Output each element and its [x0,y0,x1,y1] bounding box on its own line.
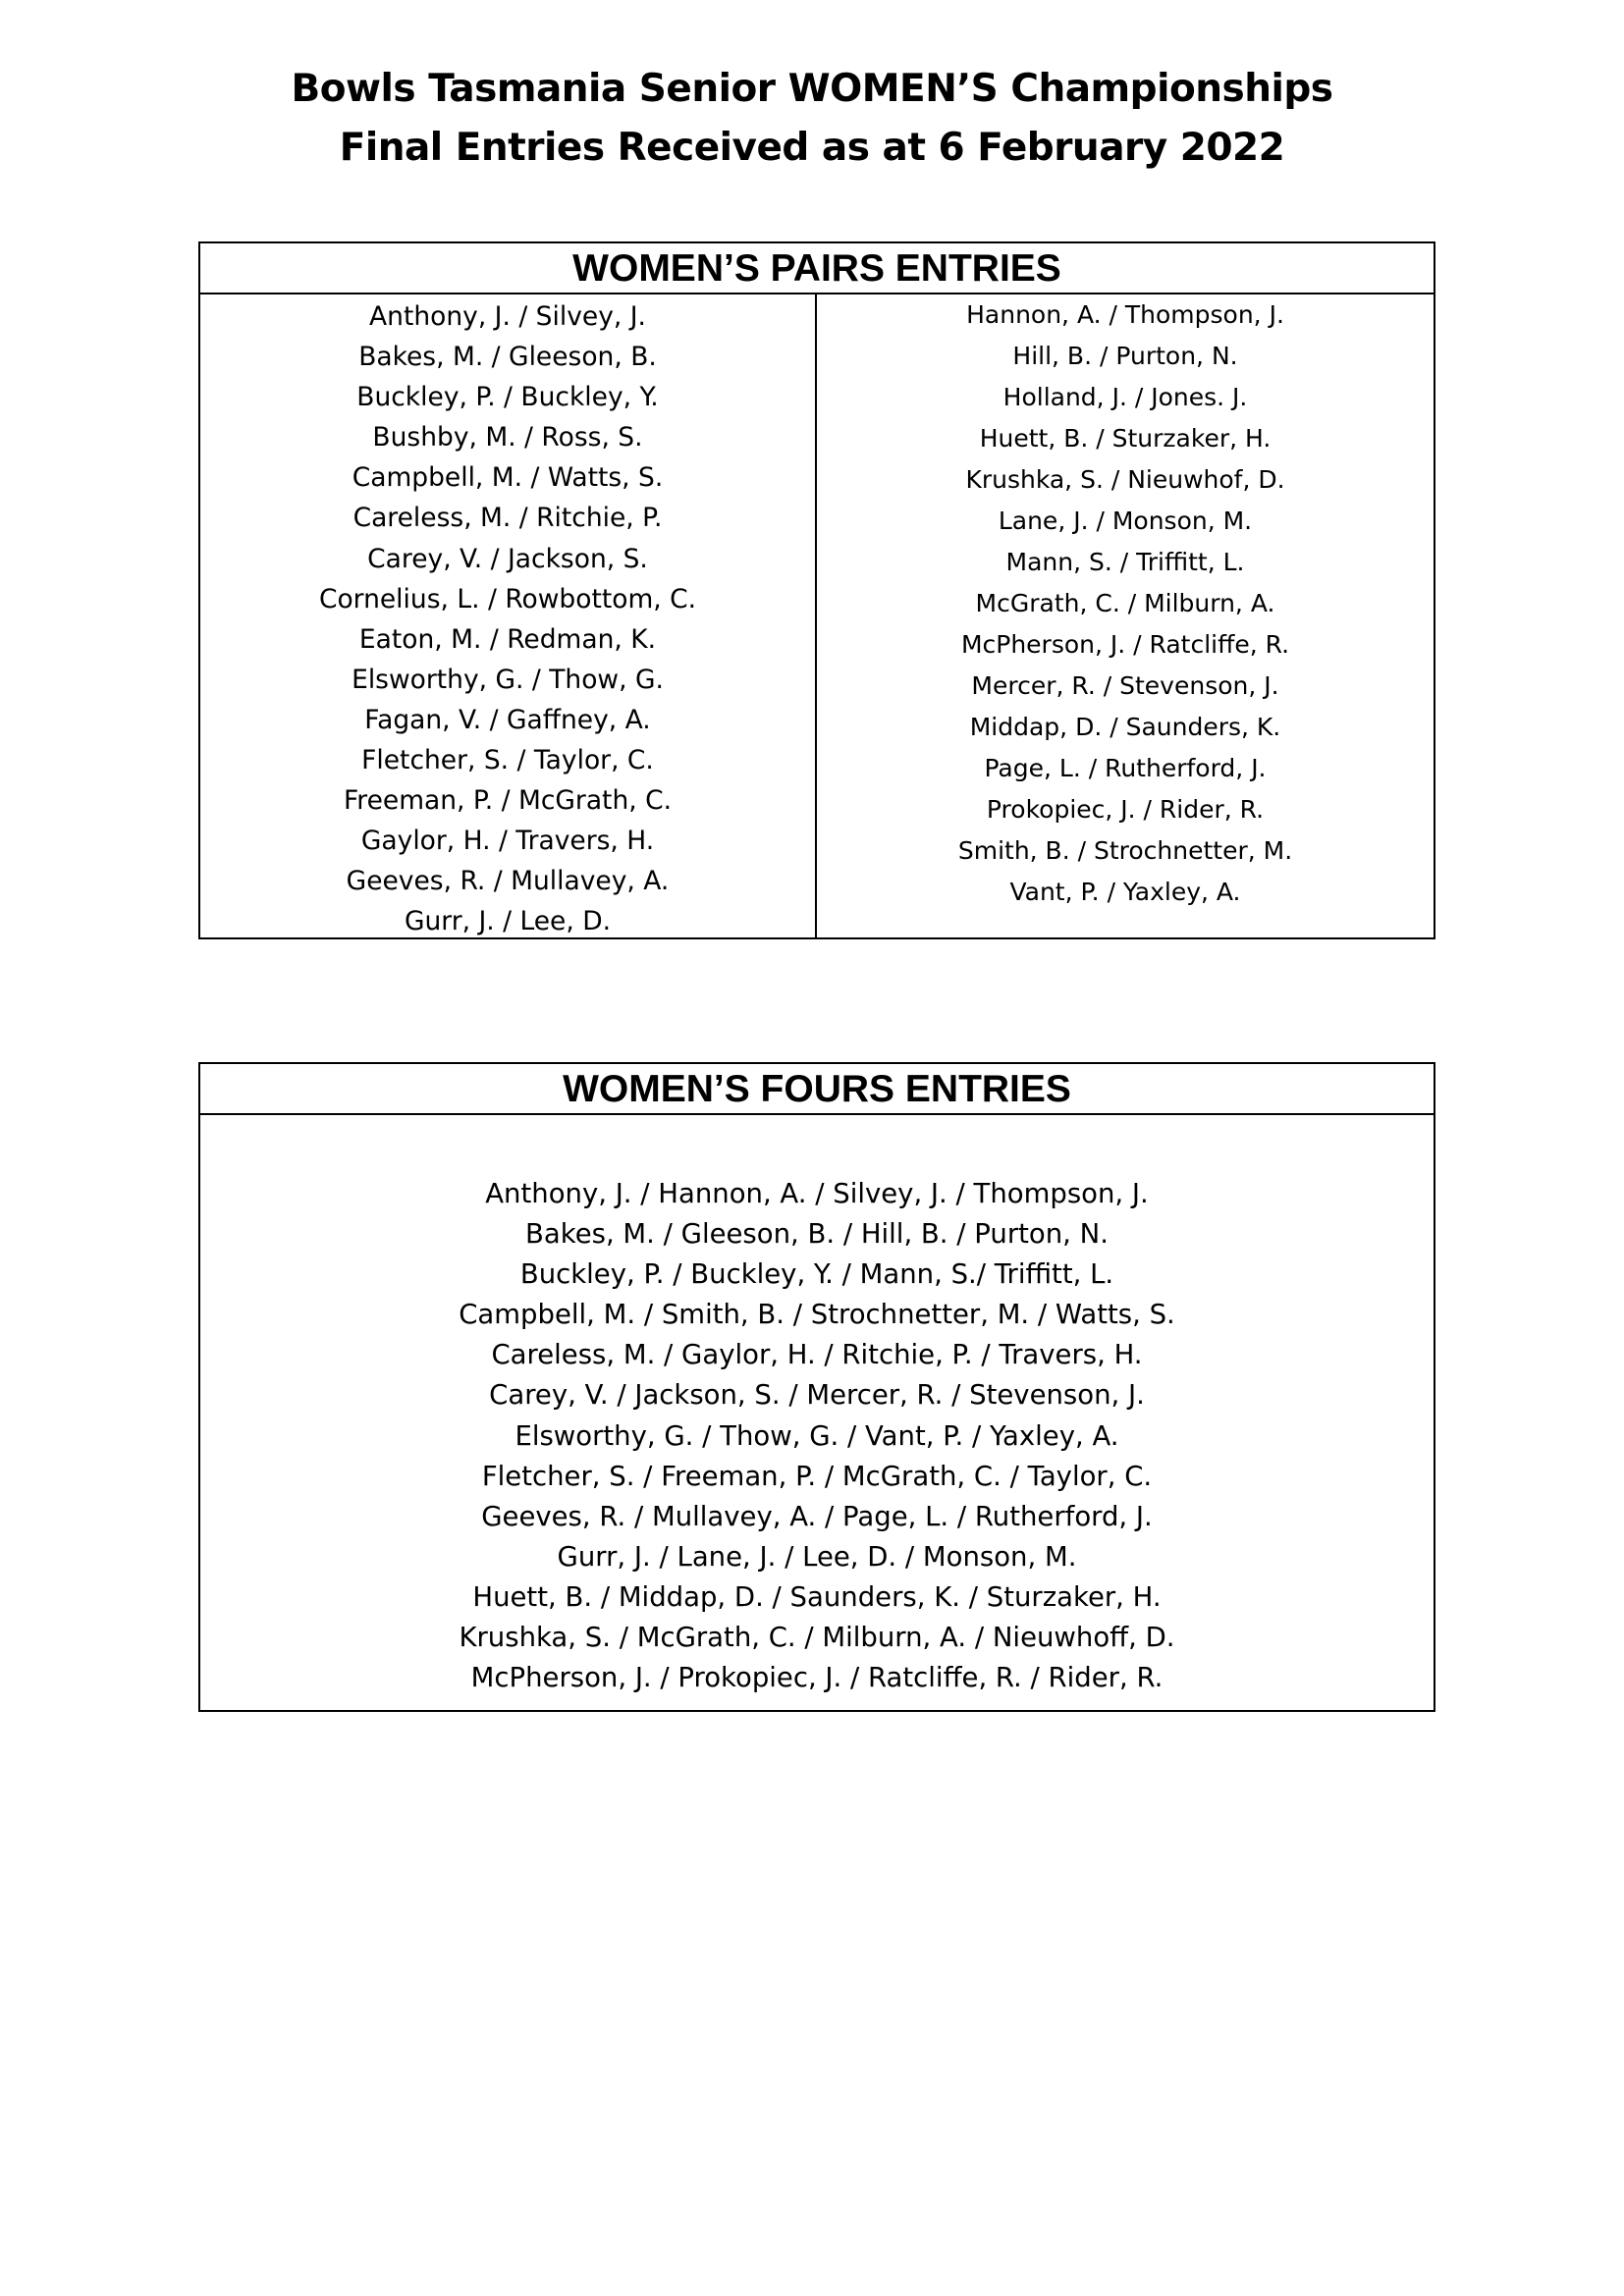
pairs-entries-heading: WOMEN’S PAIRS ENTRIES [200,243,1434,294]
entry-row: Gurr, J. / Lane, J. / Lee, D. / Monson, M. [557,1540,1077,1573]
entry-row: Careless, M. / Gaylor, H. / Ritchie, P. / Travers, H. [491,1339,1143,1371]
entry-row: Geeves, R. / Mullavey, A. / Page, L. / Rutherford, J. [481,1500,1153,1532]
entry-row: Cornelius, L. / Rowbottom, C. [318,583,697,614]
entry-row: Geeves, R. / Mullavey, A. [346,866,670,897]
entry-row: Mann, S. / Triffitt, L. [1005,548,1245,576]
entry-row: Gaylor, H. / Travers, H. [360,826,655,857]
document-title: Bowls Tasmania Senior WOMEN’S Championships [291,67,1333,111]
pairs-right-column [817,294,1434,937]
entry-row: Smith, B. / Strochnetter, M. [957,836,1293,865]
entry-row: Holland, J. / Jones. J. [1002,383,1248,411]
entry-row: Mercer, R. / Stevenson, J. [971,671,1279,700]
entry-row: Middap, D. / Saunders, K. [969,713,1281,741]
pairs-entries-body [200,294,1434,937]
fours-entries-heading: WOMEN’S FOURS ENTRIES [200,1064,1434,1115]
entry-row: Buckley, P. / Buckley, Y. / Mann, S./ Triffitt, L. [519,1258,1114,1291]
entry-row: Fagan, V. / Gaffney, A. [364,704,651,735]
entry-row: Fletcher, S. / Taylor, C. [361,745,654,776]
entry-row: Hannon, A. / Thompson, J. [966,300,1284,329]
entry-row: Krushka, S. / McGrath, C. / Milburn, A. / Nieuwhoff, D. [459,1622,1175,1654]
entry-row: Carey, V. / Jackson, S. [367,543,648,574]
pairs-entries-table [198,241,1435,939]
entry-row: Campbell, M. / Watts, S. [352,462,664,494]
entry-row: Prokopiec, J. / Rider, R. [986,795,1265,824]
entry-row: Huett, B. / Sturzaker, H. [979,424,1272,453]
entry-row: Huett, B. / Middap, D. / Saunders, K. / Sturzaker, H. [472,1580,1162,1613]
entry-row: Bakes, M. / Gleeson, B. / Hill, B. / Purton, N. [525,1218,1109,1251]
entry-row: Hill, B. / Purton, N. [1012,342,1238,370]
entry-row: Careless, M. / Ritchie, P. [352,503,663,534]
entry-row: Bakes, M. / Gleeson, B. [358,342,657,373]
entry-row: Buckley, P. / Buckley, Y. [356,382,659,413]
entry-row: Freeman, P. / McGrath, C. [343,785,673,817]
document-subtitle: Final Entries Received as at 6 February 2022 [339,126,1285,170]
entry-row: Carey, V. / Jackson, S. / Mercer, R. / Stevenson, J. [489,1379,1145,1412]
entry-row: Anthony, J. / Hannon, A. / Silvey, J. / Thompson, J. [485,1178,1149,1209]
entry-row: Gurr, J. / Lee, D. [404,906,612,937]
entry-row: Elsworthy, G. / Thow, G. / Vant, P. / Yaxley, A. [514,1419,1119,1452]
pairs-left-column [200,294,817,937]
entry-row: Campbell, M. / Smith, B. / Strochnetter, M. / Watts, S. [459,1299,1175,1331]
entry-row: Lane, J. / Monson, M. [998,507,1253,535]
entry-row: Page, L. / Rutherford, J. [984,754,1267,782]
entry-row: Krushka, S. / Nieuwhof, D. [965,465,1285,494]
entry-row: McPherson, J. / Ratcliffe, R. [960,630,1290,659]
entry-row: McGrath, C. / Milburn, A. [975,589,1275,617]
fours-entries-table [198,1062,1435,1712]
entry-row: Anthony, J. / Silvey, J. [369,301,646,332]
fours-entries-list [200,1174,1434,1698]
entry-row: McPherson, J. / Prokopiec, J. / Ratcliffe, R. / Rider, R. [470,1662,1164,1694]
entry-row: Elsworthy, G. / Thow, G. [352,664,664,695]
entry-row: Eaton, M. / Redman, K. [358,623,657,655]
entry-row: Fletcher, S. / Freeman, P. / McGrath, C. / Taylor, C. [481,1460,1153,1492]
entry-row: Bushby, M. / Ross, S. [372,422,643,454]
entry-row: Vant, P. / Yaxley, A. [1009,878,1241,906]
